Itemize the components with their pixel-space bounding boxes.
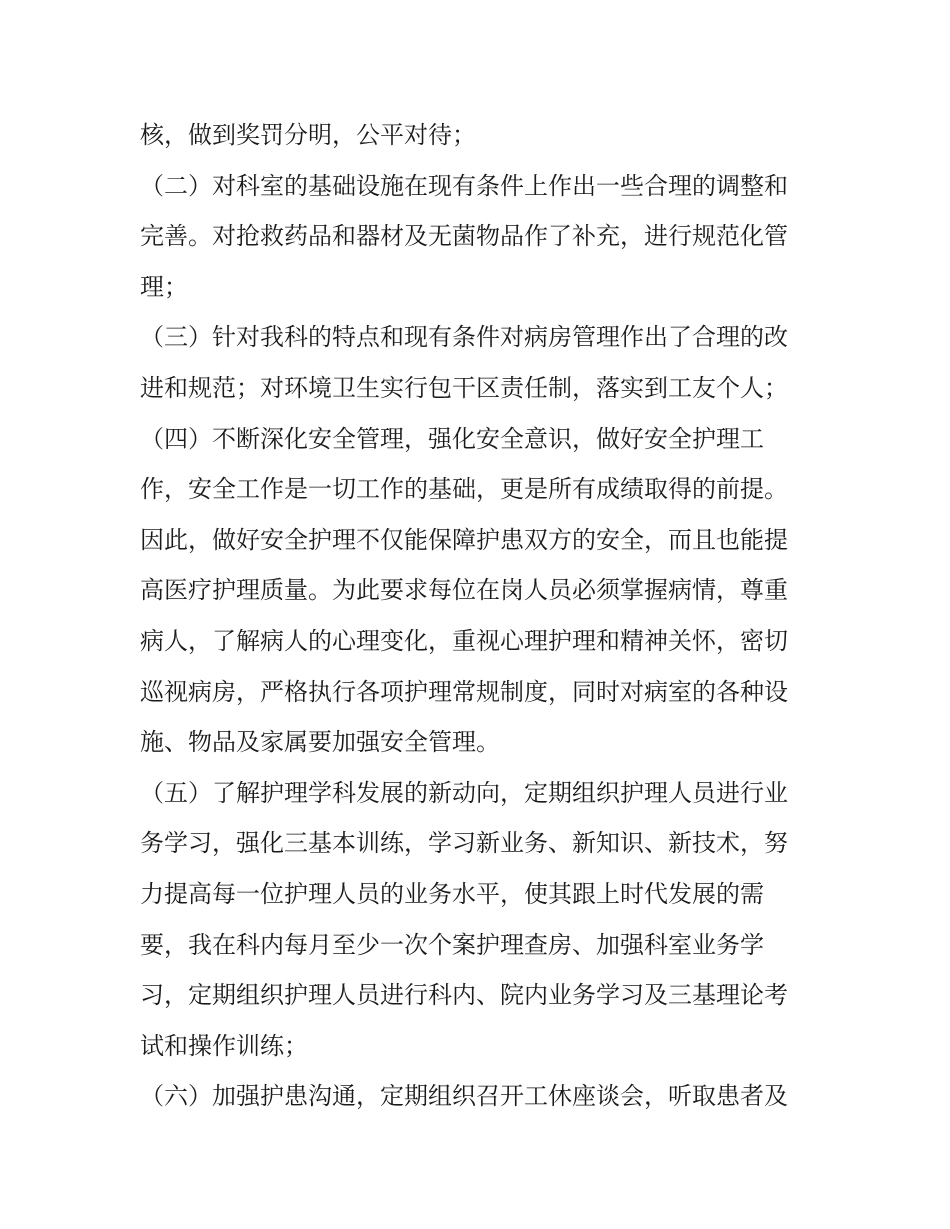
body-text xyxy=(140,110,820,1122)
text-line: 试和操作训练； xyxy=(140,1031,308,1060)
text-line: 完善。对抢救药品和器材及无菌物品作了补充，进行规范化管 xyxy=(140,222,788,251)
text-line: 高医疗护理质量。为此要求每位在岗人员必须掌握病情，尊重 xyxy=(140,576,788,605)
text-line: 作，安全工作是一切工作的基础，更是所有成绩取得的前提。 xyxy=(140,475,788,504)
text-line: 进和规范；对环境卫生实行包干区责任制，落实到工友个人； xyxy=(140,373,788,402)
text-line: （六）加强护患沟通，定期组织召开工休座谈会，听取患者及 xyxy=(140,1082,788,1111)
text-line: 因此，做好安全护理不仅能保障护患双方的安全，而且也能提 xyxy=(140,525,788,554)
text-line: 要，我在科内每月至少一次个案护理查房、加强科室业务学 xyxy=(140,930,764,959)
text-line: 核，做到奖罚分明，公平对待； xyxy=(140,121,476,149)
text-line: （四）不断深化安全管理，强化安全意识，做好安全护理工 xyxy=(140,424,764,453)
text-line: （五）了解护理学科发展的新动向，定期组织护理人员进行业 xyxy=(140,778,788,807)
text-line: 务学习，强化三基本训练，学习新业务、新知识、新技术，努 xyxy=(140,829,788,858)
text-line: 病人，了解病人的心理变化，重视心理护理和精神关怀，密切 xyxy=(140,626,788,655)
text-line: 巡视病房，严格执行各项护理常规制度，同时对病室的各种设 xyxy=(140,677,788,706)
text-line: 理； xyxy=(140,272,188,301)
text-line: （三）针对我科的特点和现有条件对病房管理作出了合理的改 xyxy=(140,323,788,352)
text-line: 习，定期组织护理人员进行科内、院内业务学习及三基理论考 xyxy=(140,981,788,1010)
text-line: 施、物品及家属要加强安全管理。 xyxy=(140,728,500,757)
text-line: 力提高每一位护理人员的业务水平，使其跟上时代发展的需 xyxy=(140,879,764,908)
text-line: （二）对科室的基础设施在现有条件上作出一些合理的调整和 xyxy=(140,171,788,200)
